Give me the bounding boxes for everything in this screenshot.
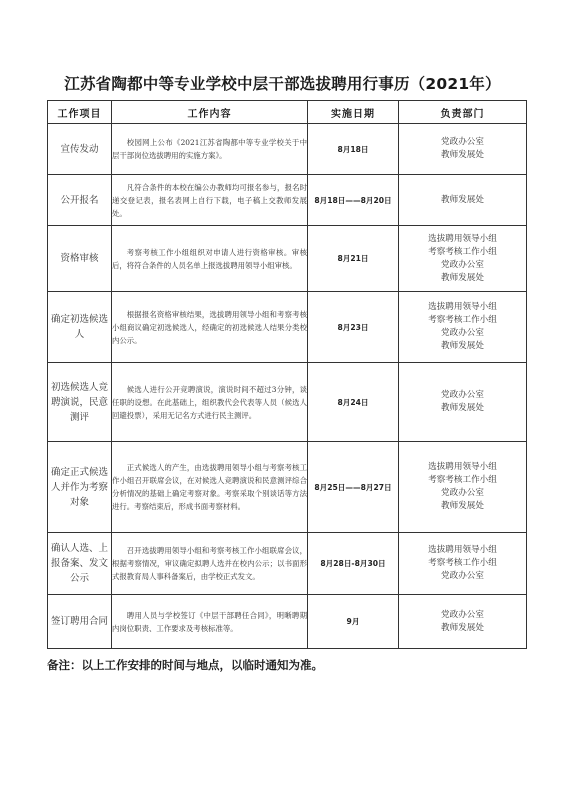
row-content: 候选人进行公开竞聘演说，演说时间不超过3分钟，谈任职的设想。在此基础上，组织教代会代表等人员（候选人回避投票），采用无记名方式进行民主测评。 <box>112 363 308 442</box>
row-content: 根据报名资格审核结果，选拔聘用领导小组和考察考核小组商议确定初选候选人，经确定的初选候选人结果分类校内公示。 <box>112 292 308 363</box>
row-dept: 教师发展处 <box>399 175 527 226</box>
row-item: 确定初选候选人 <box>48 292 112 363</box>
footnote: 备注：以上工作安排的时间与地点，以临时通知为准。 <box>47 658 323 672</box>
row-content: 召开选拔聘用领导小组和考察考核工作小组联席会议，根据考察情况，审议确定拟聘人选并在校内公示；以书面形式报教育局人事科备案后，由学校正式发文。 <box>112 533 308 595</box>
row-date: 8月18日 <box>308 124 399 175</box>
row-date: 9月 <box>308 595 399 649</box>
row-date: 8月21日 <box>308 226 399 292</box>
row-date: 8月24日 <box>308 363 399 442</box>
table-row <box>48 363 527 442</box>
row-item: 公开报名 <box>48 175 112 226</box>
schedule-table <box>47 100 527 649</box>
row-content: 正式候选人的产生，由选拔聘用领导小组与考察考核工作小组召开联席会议，在对候选人竞聘演说和民意测评综合分析情况的基础上确定考察对象。考察采取个别谈话等方法进行。考察结束后，形成书面考察材料。 <box>112 442 308 533</box>
row-content: 考察考核工作小组组织对申请人进行资格审核。审核后，将符合条件的人员名单上报选拔聘用领导小组审核。 <box>112 226 308 292</box>
row-dept: 选拔聘用领导小组 考察考核工作小组 党政办公室 教师发展处 <box>399 292 527 363</box>
row-item: 资格审核 <box>48 226 112 292</box>
row-dept: 选拔聘用领导小组 考察考核工作小组 党政办公室 <box>399 533 527 595</box>
table-row <box>48 292 527 363</box>
row-date: 8月23日 <box>308 292 399 363</box>
row-dept: 党政办公室 教师发展处 <box>399 124 527 175</box>
row-date: 8月28日-8月30日 <box>308 533 399 595</box>
row-content: 凡符合条件的本校在编公办教师均可报名参与，报名时递交登记表，报名表网上自行下载，电子稿上交教师发展处。 <box>112 175 308 226</box>
row-dept: 党政办公室 教师发展处 <box>399 363 527 442</box>
table-row <box>48 124 527 175</box>
row-item: 确认人选、上报备案、发文公示 <box>48 533 112 595</box>
document-title: 江苏省陶都中等专业学校中层干部选拔聘用行事历（2021年） <box>64 75 501 93</box>
row-item: 初选候选人竞聘演说，民意测评 <box>48 363 112 442</box>
row-date: 8月18日——8月20日 <box>308 175 399 226</box>
row-content: 校园网上公布《2021江苏省陶都中等专业学校关于中层干部岗位选拔聘用的实施方案》。 <box>112 124 308 175</box>
header-content: 工作内容 <box>112 101 308 124</box>
row-dept: 选拔聘用领导小组 考察考核工作小组 党政办公室 教师发展处 <box>399 442 527 533</box>
table-header-row <box>48 101 527 124</box>
table-row <box>48 226 527 292</box>
table-row <box>48 175 527 226</box>
row-item: 签订聘用合同 <box>48 595 112 649</box>
table-row <box>48 595 527 649</box>
row-content: 聘用人员与学校签订《中层干部聘任合同》，明晰聘期内岗位职责、工作要求及考核标准等。 <box>112 595 308 649</box>
row-dept: 党政办公室 教师发展处 <box>399 595 527 649</box>
row-date: 8月25日——8月27日 <box>308 442 399 533</box>
header-date: 实施日期 <box>308 101 399 124</box>
table-row <box>48 533 527 595</box>
header-item: 工作项目 <box>48 101 112 124</box>
header-dept: 负责部门 <box>399 101 527 124</box>
row-dept: 选拔聘用领导小组 考察考核工作小组 党政办公室 教师发展处 <box>399 226 527 292</box>
table-row <box>48 442 527 533</box>
row-item: 宣传发动 <box>48 124 112 175</box>
row-item: 确定正式候选人并作为考察对象 <box>48 442 112 533</box>
